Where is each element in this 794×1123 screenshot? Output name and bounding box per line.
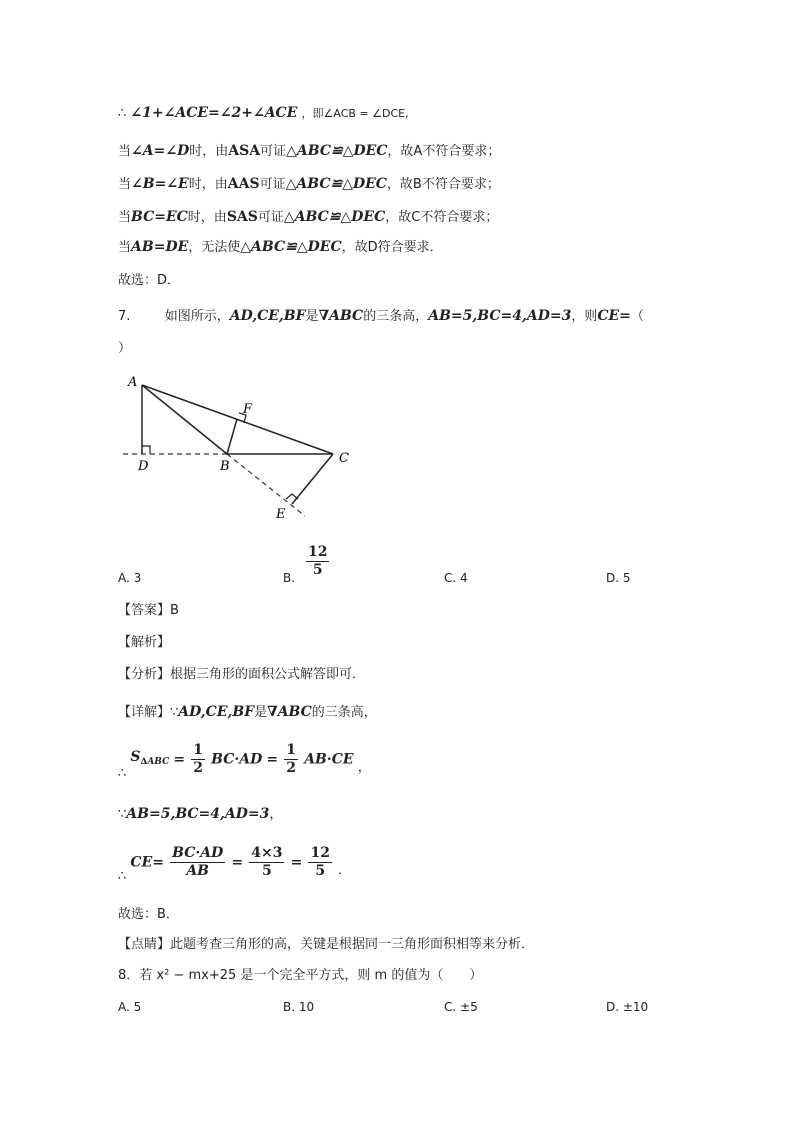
option-a: A. 3 [118, 571, 142, 585]
q8-option-c: C. ±5 [444, 1000, 478, 1014]
right-angle-e [286, 494, 298, 499]
text: = [290, 854, 303, 871]
congruence-expr: △ABC≌△DEC [285, 176, 387, 192]
text: 当 [118, 177, 132, 192]
text: = [173, 751, 186, 768]
option-b: B. [283, 571, 296, 585]
right-angle-d [142, 446, 150, 454]
analysis-heading: 【解析】 [118, 635, 171, 650]
text: ，故A不符合要求； [387, 144, 501, 159]
text: 是 [254, 705, 268, 720]
text: S [130, 749, 141, 765]
text: 2 [286, 760, 297, 776]
ce-fraction-3 [308, 845, 331, 880]
method-label: AAS [227, 176, 260, 192]
text: 如图所示， [164, 309, 230, 324]
option-b-fraction [306, 544, 329, 579]
angle-equation: ∠1+∠ACE=∠2+∠ACE [130, 105, 298, 121]
text: 可证 [260, 144, 287, 159]
label-d: D [138, 459, 149, 474]
congruence-expr: △ABC≌△DEC [283, 209, 386, 225]
question-7-close-paren: ） [118, 341, 132, 356]
fraction-numerator: 12 [308, 544, 328, 560]
q8-option-b: B. 10 [283, 1000, 315, 1014]
triangle-expr: ∇ABC [267, 704, 312, 720]
ce-equation [118, 845, 351, 887]
detail-line [118, 703, 377, 722]
prev-choice: 故选：D． [118, 273, 181, 288]
prev-line-4 [118, 208, 498, 227]
text: 4×3 [251, 845, 283, 861]
option-c: C. 4 [444, 571, 468, 585]
half-fraction [284, 742, 298, 777]
therefore-symbol: ∴ [118, 766, 127, 781]
text: = [266, 751, 279, 768]
fraction-denominator: 5 [312, 562, 323, 578]
side-ab [142, 385, 227, 454]
text: ，无法使 [188, 240, 241, 255]
text: ，故C不符合要求； [385, 210, 499, 225]
text: = [231, 854, 244, 871]
question-number: 7. [118, 309, 131, 324]
condition-expr: ∠A=∠D [131, 143, 190, 159]
text: 的三条高， [311, 705, 377, 720]
label-f: F [243, 402, 253, 417]
because-symbol: ∵ [170, 705, 179, 720]
ce-fraction-1 [170, 845, 225, 880]
label-b: B [220, 459, 230, 474]
half-fraction [191, 742, 205, 777]
text: CE= [130, 854, 164, 871]
altitude-bf [227, 419, 237, 454]
text: 当 [118, 210, 132, 225]
prev-line-5 [118, 238, 443, 257]
question-7-stem [118, 307, 644, 326]
text: AB·CE [304, 751, 354, 768]
text: 时，由 [187, 210, 227, 225]
dashed-line-b-e [227, 454, 305, 516]
text: BC·AD [172, 845, 224, 861]
text: 可证 [257, 210, 284, 225]
q8-option-a: A. 5 [118, 1000, 142, 1014]
text: 是 [305, 309, 319, 324]
text: BC·AD [211, 751, 263, 768]
text: 时，由 [188, 177, 228, 192]
heights-expr: AD,CE,BF [178, 704, 255, 720]
text: AB [186, 863, 210, 879]
q8-option-d: D. ±10 [606, 1000, 649, 1014]
area-equation [118, 742, 371, 784]
congruence-expr: △ABC≌△DEC [286, 143, 388, 159]
given-line [118, 805, 282, 824]
because-symbol: ∵ [118, 807, 127, 822]
text: ，故D符合要求． [341, 240, 443, 255]
text: ，故B不符合要求； [386, 177, 500, 192]
text: 2 [193, 760, 204, 776]
label-c: C [339, 451, 349, 466]
answer: 【答案】B [118, 603, 179, 618]
text: 的三条高， [363, 309, 429, 324]
question-8-stem: 8．若 x² − mx+25 是一个完全平方式，则 m 的值为（ ） [118, 968, 483, 983]
given-expr: AB=5,BC=4,AD=3 [126, 806, 270, 822]
text: ， [269, 807, 283, 822]
prev-line-2 [118, 142, 500, 161]
given-expr: AB=5,BC=4,AD=3 [428, 308, 572, 324]
heights-expr: AD,CE,BF [229, 308, 306, 324]
prev-line-3 [118, 175, 500, 194]
option-d: D. 5 [606, 571, 631, 585]
triangle-expr: ∇ABC [318, 308, 364, 324]
congruence-expr: △ABC≌△DEC [240, 239, 342, 255]
text: 5 [315, 863, 326, 879]
label-e: E [276, 507, 286, 522]
method-label: SAS [226, 209, 258, 225]
condition-expr: ∠B=∠E [131, 176, 189, 192]
area-subscript: ∆ABC [140, 757, 170, 767]
text: ， [357, 760, 371, 775]
therefore-symbol: ∴ [118, 869, 127, 884]
text: 当 [118, 240, 132, 255]
altitude-ce [292, 454, 333, 504]
therefore-symbol: ∴ [118, 106, 127, 121]
analysis-summary: 【分析】根据三角形的面积公式解答即可． [118, 667, 366, 682]
text: 12 [310, 845, 330, 861]
prev-line-1 [118, 104, 409, 123]
q7-choice: 故选：B． [118, 907, 179, 922]
text: 1 [286, 742, 297, 758]
triangle-figure [115, 368, 365, 528]
prev-line-1-rest: ，即∠ACB = ∠DCE, [301, 107, 409, 120]
method-label: ASA [228, 143, 261, 159]
comment: 【点睛】此题考查三角形的高，关键是根据同一三角形面积相等来分析． [118, 937, 535, 952]
text: ，则 [571, 309, 598, 324]
label-a: A [128, 375, 138, 390]
text: 可证 [259, 177, 286, 192]
detail-tag: 【详解】 [118, 705, 171, 720]
text: ． [338, 863, 352, 878]
text: 时，由 [189, 144, 229, 159]
condition-expr: BC=EC [131, 209, 188, 225]
text: 5 [261, 863, 272, 879]
ce-fraction-2 [249, 845, 284, 880]
text: 当 [118, 144, 132, 159]
area-symbol [130, 749, 169, 765]
target-expr: CE= [597, 308, 631, 324]
text: 1 [193, 742, 204, 758]
text: （ [630, 309, 644, 324]
condition-expr: AB=DE [131, 239, 189, 255]
